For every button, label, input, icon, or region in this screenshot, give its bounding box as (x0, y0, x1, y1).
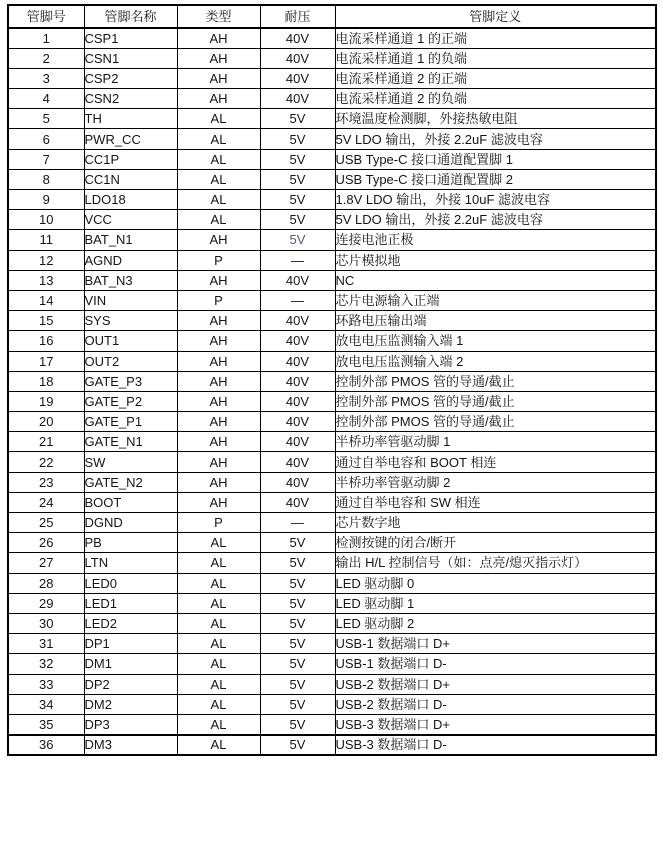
pin-type: AL (177, 735, 260, 755)
pin-type: AH (177, 48, 260, 68)
pin-type: AL (177, 654, 260, 674)
pin-type: AH (177, 472, 260, 492)
pin-type: P (177, 250, 260, 270)
table-row (8, 432, 656, 452)
pin-number: 5 (8, 109, 84, 129)
pin-voltage: 40V (260, 472, 335, 492)
pin-type: AL (177, 109, 260, 129)
pin-definition: USB-3 数据端口 D- (335, 735, 656, 755)
pin-name: GATE_P2 (84, 391, 177, 411)
table-row (8, 331, 656, 351)
table-row (8, 28, 656, 48)
table-row (8, 472, 656, 492)
pin-definition: 通过自举电容和 BOOT 相连 (335, 452, 656, 472)
pin-number: 16 (8, 331, 84, 351)
pin-number: 25 (8, 513, 84, 533)
pin-voltage: 5V (260, 613, 335, 633)
pin-voltage: 5V (260, 190, 335, 210)
pin-number: 19 (8, 391, 84, 411)
pin-definition: LED 驱动脚 2 (335, 613, 656, 633)
pin-number: 12 (8, 250, 84, 270)
table-header-row (8, 5, 656, 28)
pin-type: AH (177, 230, 260, 250)
table-row (8, 129, 656, 149)
table-row (8, 513, 656, 533)
pin-definition: USB Type-C 接口通道配置脚 2 (335, 169, 656, 189)
pin-type: AH (177, 412, 260, 432)
pin-voltage: 5V (260, 654, 335, 674)
pin-definition: 1.8V LDO 输出，外接 10uF 滤波电容 (335, 190, 656, 210)
pin-definition: 电流采样通道 1 的正端 (335, 28, 656, 48)
table-row (8, 68, 656, 88)
pin-type: P (177, 290, 260, 310)
pin-type: AH (177, 492, 260, 512)
table-row (8, 533, 656, 553)
pin-voltage: 40V (260, 351, 335, 371)
table-row (8, 634, 656, 654)
table-row (8, 149, 656, 169)
pin-voltage: 5V (260, 169, 335, 189)
pin-voltage: 5V (260, 573, 335, 593)
table-row (8, 371, 656, 391)
table-row (8, 735, 656, 755)
table-row (8, 694, 656, 714)
pin-number: 27 (8, 553, 84, 573)
pin-name: GATE_P1 (84, 412, 177, 432)
pin-name: GATE_P3 (84, 371, 177, 391)
pin-definition: 连接电池正极 (335, 230, 656, 250)
pin-name: DM2 (84, 694, 177, 714)
pin-voltage: 40V (260, 270, 335, 290)
pin-number: 32 (8, 654, 84, 674)
pin-number: 30 (8, 613, 84, 633)
table-row (8, 351, 656, 371)
pin-type: P (177, 513, 260, 533)
pin-type: AH (177, 371, 260, 391)
header-pin-name: 管脚名称 (84, 5, 177, 28)
pin-name: VCC (84, 210, 177, 230)
pin-number: 31 (8, 634, 84, 654)
pin-name: CSP1 (84, 28, 177, 48)
pin-voltage: 40V (260, 492, 335, 512)
pin-definition: 检测按键的闭合/断开 (335, 533, 656, 553)
pin-definition: LED 驱动脚 1 (335, 593, 656, 613)
pin-type: AL (177, 694, 260, 714)
pin-name: CSN1 (84, 48, 177, 68)
table-row (8, 48, 656, 68)
pin-definition-table (7, 4, 657, 756)
pin-number: 4 (8, 89, 84, 109)
pin-type: AH (177, 270, 260, 290)
pin-voltage: 5V (260, 674, 335, 694)
pin-number: 6 (8, 129, 84, 149)
header-pin-number: 管脚号 (8, 5, 84, 28)
header-pin-definition: 管脚定义 (335, 5, 656, 28)
pin-number: 28 (8, 573, 84, 593)
pin-voltage: 5V (260, 553, 335, 573)
pin-name: SW (84, 452, 177, 472)
pin-definition: 芯片数字地 (335, 513, 656, 533)
pin-type: AL (177, 634, 260, 654)
pin-voltage: 5V (260, 210, 335, 230)
pin-number: 7 (8, 149, 84, 169)
pin-voltage: 40V (260, 371, 335, 391)
pin-definition: NC (335, 270, 656, 290)
pin-name: LED0 (84, 573, 177, 593)
pin-voltage: 40V (260, 331, 335, 351)
pin-voltage: — (260, 250, 335, 270)
pin-type: AH (177, 391, 260, 411)
pin-definition: 通过自举电容和 SW 相连 (335, 492, 656, 512)
pin-type: AH (177, 68, 260, 88)
table-row (8, 290, 656, 310)
pin-name: LED1 (84, 593, 177, 613)
pin-number: 33 (8, 674, 84, 694)
pin-voltage: 5V (260, 593, 335, 613)
pin-name: DM1 (84, 654, 177, 674)
pin-type: AH (177, 452, 260, 472)
pin-number: 2 (8, 48, 84, 68)
pin-name: BOOT (84, 492, 177, 512)
pin-number: 20 (8, 412, 84, 432)
pin-name: VIN (84, 290, 177, 310)
pin-name: CSN2 (84, 89, 177, 109)
pin-voltage: 40V (260, 432, 335, 452)
pin-type: AL (177, 210, 260, 230)
pin-name: DP3 (84, 714, 177, 734)
pin-voltage: 40V (260, 68, 335, 88)
pin-type: AL (177, 553, 260, 573)
table-row (8, 452, 656, 472)
pin-name: BAT_N1 (84, 230, 177, 250)
pin-definition: 控制外部 PMOS 管的导通/截止 (335, 412, 656, 432)
pin-name: CC1P (84, 149, 177, 169)
pin-name: CC1N (84, 169, 177, 189)
pin-voltage: 40V (260, 412, 335, 432)
pin-definition: USB Type-C 接口通道配置脚 1 (335, 149, 656, 169)
pin-number: 22 (8, 452, 84, 472)
pin-name: LTN (84, 553, 177, 573)
pin-number: 36 (8, 735, 84, 755)
pin-number: 23 (8, 472, 84, 492)
pin-name: OUT1 (84, 331, 177, 351)
pin-voltage: 40V (260, 48, 335, 68)
pin-type: AL (177, 674, 260, 694)
pin-name: PB (84, 533, 177, 553)
pin-type: AH (177, 351, 260, 371)
pin-definition: USB-3 数据端口 D+ (335, 714, 656, 734)
pin-number: 8 (8, 169, 84, 189)
pin-voltage: 40V (260, 28, 335, 48)
table-row (8, 250, 656, 270)
pin-voltage: 40V (260, 391, 335, 411)
header-pin-voltage: 耐压 (260, 5, 335, 28)
pin-voltage: 5V (260, 149, 335, 169)
table-row (8, 230, 656, 250)
pin-name: LDO18 (84, 190, 177, 210)
pin-name: CSP2 (84, 68, 177, 88)
table-row (8, 89, 656, 109)
pin-type: AL (177, 573, 260, 593)
pin-voltage: 5V (260, 634, 335, 654)
table-row (8, 109, 656, 129)
pin-name: SYS (84, 311, 177, 331)
pin-number: 9 (8, 190, 84, 210)
pin-number: 1 (8, 28, 84, 48)
pin-name: OUT2 (84, 351, 177, 371)
pin-definition: USB-1 数据端口 D- (335, 654, 656, 674)
table-row (8, 169, 656, 189)
table-row (8, 412, 656, 432)
table-row (8, 714, 656, 734)
pin-definition: 5V LDO 输出，外接 2.2uF 滤波电容 (335, 210, 656, 230)
pin-number: 10 (8, 210, 84, 230)
pin-voltage: 40V (260, 89, 335, 109)
pin-definition: 半桥功率管驱动脚 2 (335, 472, 656, 492)
pin-voltage: 5V (260, 129, 335, 149)
pin-name: LED2 (84, 613, 177, 633)
pin-definition: 芯片模拟地 (335, 250, 656, 270)
table-row (8, 593, 656, 613)
pin-definition: 电流采样通道 1 的负端 (335, 48, 656, 68)
table-row (8, 553, 656, 573)
pin-type: AH (177, 331, 260, 351)
table-row (8, 190, 656, 210)
header-pin-type: 类型 (177, 5, 260, 28)
pin-definition: LED 驱动脚 0 (335, 573, 656, 593)
table-row (8, 391, 656, 411)
pin-name: DM3 (84, 735, 177, 755)
pin-definition: 电流采样通道 2 的正端 (335, 68, 656, 88)
pin-definition: 电流采样通道 2 的负端 (335, 89, 656, 109)
pin-type: AL (177, 190, 260, 210)
pin-voltage: 5V (260, 230, 335, 250)
pin-type: AL (177, 593, 260, 613)
pin-definition: USB-1 数据端口 D+ (335, 634, 656, 654)
pin-type: AL (177, 714, 260, 734)
pin-name: DP2 (84, 674, 177, 694)
pin-definition: 放电电压监测输入端 1 (335, 331, 656, 351)
pin-number: 18 (8, 371, 84, 391)
pin-name: GATE_N1 (84, 432, 177, 452)
pin-number: 35 (8, 714, 84, 734)
pin-type: AH (177, 28, 260, 48)
table-row (8, 270, 656, 290)
pin-definition: 半桥功率管驱动脚 1 (335, 432, 656, 452)
pin-type: AL (177, 129, 260, 149)
pin-name: TH (84, 109, 177, 129)
pin-name: BAT_N3 (84, 270, 177, 290)
pin-type: AL (177, 613, 260, 633)
pin-number: 21 (8, 432, 84, 452)
pin-voltage: 40V (260, 311, 335, 331)
pin-name: PWR_CC (84, 129, 177, 149)
table-row (8, 573, 656, 593)
pin-definition: 芯片电源输入正端 (335, 290, 656, 310)
pin-definition: 环境温度检测脚，外接热敏电阻 (335, 109, 656, 129)
pin-number: 14 (8, 290, 84, 310)
pin-number: 34 (8, 694, 84, 714)
table-row (8, 674, 656, 694)
pin-number: 11 (8, 230, 84, 250)
pin-type: AH (177, 311, 260, 331)
table-row (8, 613, 656, 633)
pin-number: 3 (8, 68, 84, 88)
pin-type: AL (177, 533, 260, 553)
table-row (8, 492, 656, 512)
pin-definition: 控制外部 PMOS 管的导通/截止 (335, 391, 656, 411)
pin-type: AL (177, 149, 260, 169)
pin-definition: USB-2 数据端口 D+ (335, 674, 656, 694)
pin-number: 26 (8, 533, 84, 553)
pin-number: 24 (8, 492, 84, 512)
pin-voltage: 5V (260, 735, 335, 755)
pin-definition: 控制外部 PMOS 管的导通/截止 (335, 371, 656, 391)
pin-type: AH (177, 89, 260, 109)
pin-voltage: — (260, 513, 335, 533)
pin-number: 13 (8, 270, 84, 290)
pin-name: DGND (84, 513, 177, 533)
pin-voltage: — (260, 290, 335, 310)
pin-type: AL (177, 169, 260, 189)
pin-name: AGND (84, 250, 177, 270)
pin-voltage: 5V (260, 694, 335, 714)
pin-definition: 5V LDO 输出，外接 2.2uF 滤波电容 (335, 129, 656, 149)
pin-definition: 放电电压监测输入端 2 (335, 351, 656, 371)
pin-number: 29 (8, 593, 84, 613)
pin-definition: 输出 H/L 控制信号（如：点亮/熄灭指示灯） (335, 553, 656, 573)
pin-definition: USB-2 数据端口 D- (335, 694, 656, 714)
pin-definition: 环路电压输出端 (335, 311, 656, 331)
pin-number: 15 (8, 311, 84, 331)
table-row (8, 654, 656, 674)
pin-voltage: 5V (260, 714, 335, 734)
pin-name: GATE_N2 (84, 472, 177, 492)
pin-voltage: 5V (260, 109, 335, 129)
pin-type: AH (177, 432, 260, 452)
pin-voltage: 5V (260, 533, 335, 553)
table-row (8, 311, 656, 331)
pin-number: 17 (8, 351, 84, 371)
pin-voltage: 40V (260, 452, 335, 472)
table-row (8, 210, 656, 230)
pin-name: DP1 (84, 634, 177, 654)
